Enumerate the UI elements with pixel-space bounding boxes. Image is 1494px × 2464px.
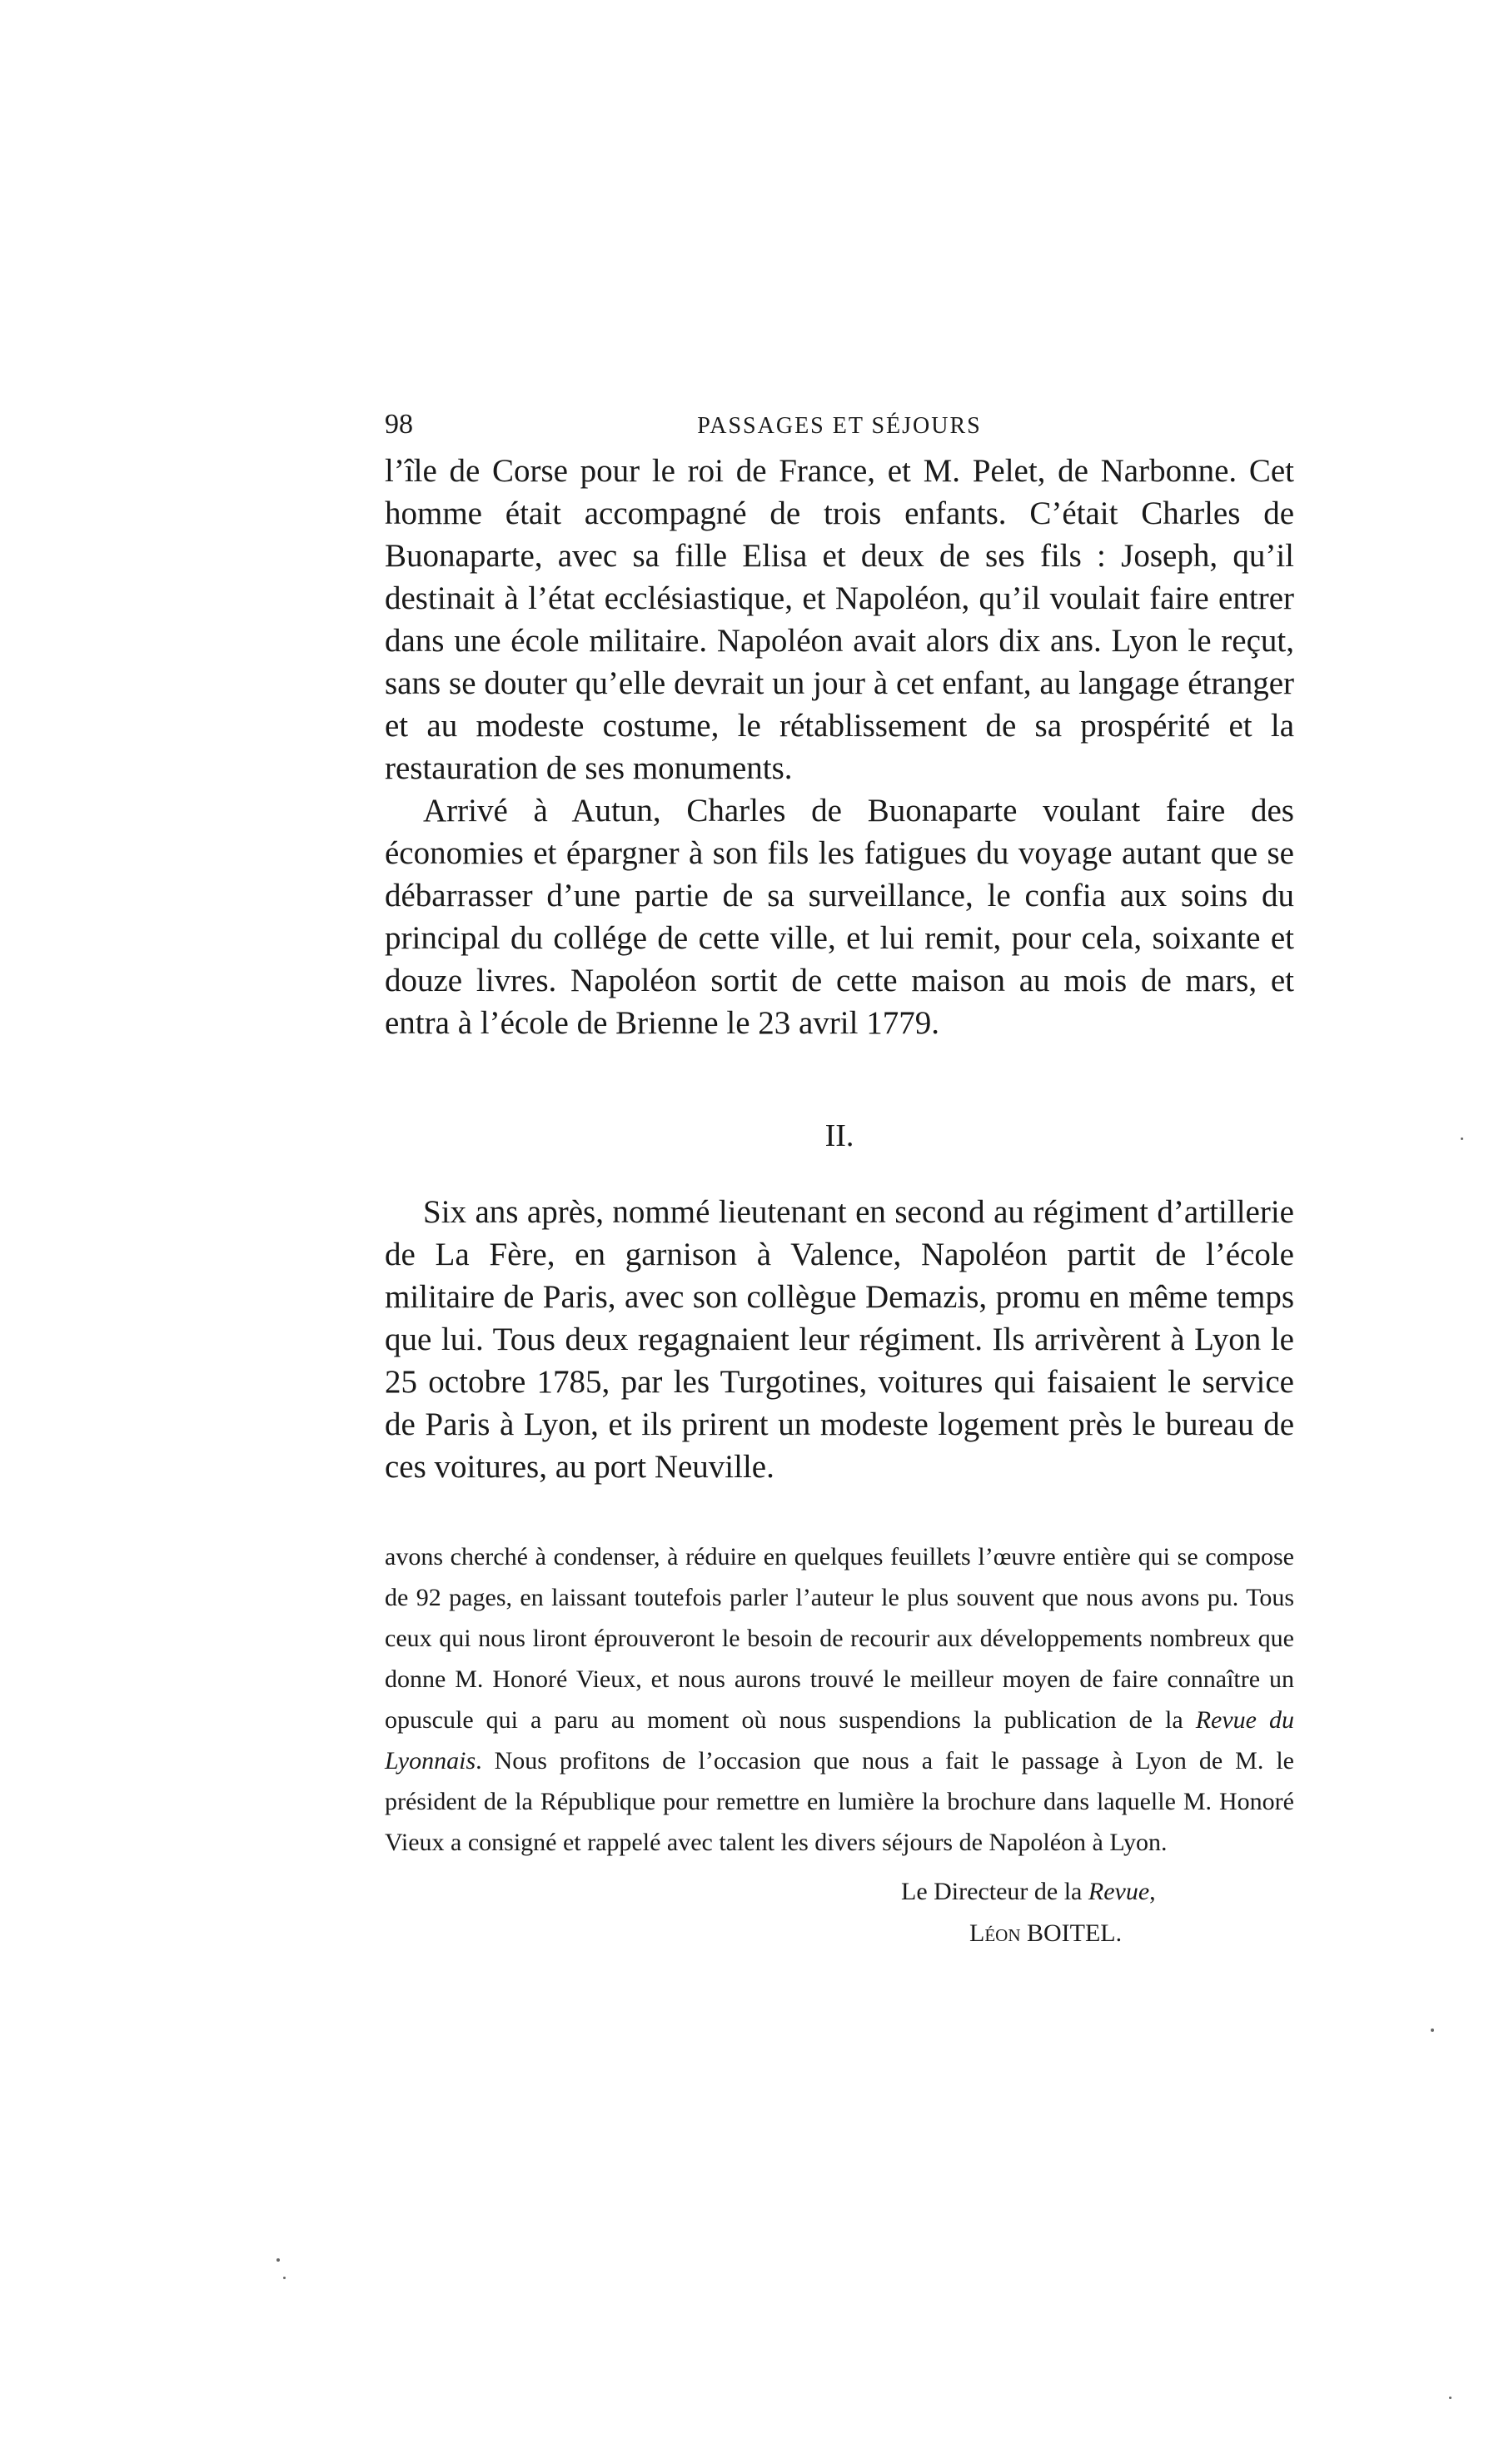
paragraph-1: l’île de Corse pour le roi de France, et M. Pelet, de Narbonne. Cet homme était accompagné de trois enfants. C’était Charles de Buonaparte, avec sa fille Elisa et deux de ses fils : Joseph, qu’il destinait à l’état ecclésiastique, et Napoléon, qu’il voulait faire entrer dans une école militaire. Napoléon avait alors dix ans. Lyon le reçut, sans se douter qu’elle devrait un jour à cet enfant, au langage étranger et au modeste costume, le rétablissement de sa prospérité et la restauration de ses monuments. [385, 453, 1294, 786]
signature-role-suffix: , [1149, 1878, 1156, 1905]
scan-speck [1449, 2397, 1452, 2399]
signature-role-prefix: Le Directeur de la [901, 1878, 1088, 1905]
scan-speck [276, 2258, 280, 2262]
running-title: PASSAGES ET SÉJOURS [697, 413, 982, 439]
signature-name [901, 1913, 1294, 1954]
scan-speck [1461, 1137, 1463, 1140]
scan-speck [1431, 2028, 1434, 2032]
book-page [385, 406, 1294, 1954]
footnote [385, 1536, 1294, 1954]
page-number: 98 [385, 409, 413, 440]
section-heading: II. [824, 1118, 854, 1153]
paragraph-2: Arrivé à Autun, Charles de Buonaparte voulant faire des économies et épargner à son fils les fatigues du voyage autant que se débarrasser d’une partie de sa surveillance, le confia aux soins du principal du collége de cette ville, et lui remit, pour cela, soixante et douze livres. Napoléon sortit de cette maison au mois de mars, et entra à l’école de Brienne le 23 avril 1779. [385, 793, 1294, 1041]
footnote-text [385, 1536, 1294, 1863]
footnote-italic-title: Revue du Lyonnais [385, 1706, 1294, 1775]
signature-role-italic: Revue [1088, 1878, 1150, 1905]
paragraph-3: Six ans après, nommé lieutenant en second au régiment d’artillerie de La Fère, en garnison à Valence, Napoléon partit de l’école militaire de Paris, avec son collègue Demazis, promu en même temps que lui. Tous deux regagnaient leur régiment. Ils arrivèrent à Lyon le 25 octobre 1785, par les Turgotines, voitures qui faisaient le service de Paris à Lyon, et ils prirent un modeste logement près le bureau de ces voitures, au port Neuville. [385, 1194, 1294, 1485]
footnote-text-part1: avons cherché à condenser, à réduire en quelques feuillets l’œuvre entière qui se compose de 92 pages, en laissant toutefois parler l’auteur le plus souvent que nous avons pu. Tous ceux qui nous liront éprouveront le besoin de recourir aux développements nombreux que donne M. Honoré Vieux, et nous aurons trouvé le meilleur moyen de faire connaître un opuscule qui a paru au moment où nous suspendions la publication de la [385, 1543, 1294, 1734]
signature-role [901, 1871, 1294, 1913]
footnote-text-part2: . Nous profitons de l’occasion que nous a fait le passage à Lyon de M. le président de la République pour remettre en lumière la brochure dans laquelle M. Honoré Vieux a consigné et rappelé avec talent les divers séjours de Napoléon à Lyon. [385, 1747, 1294, 1856]
signature [901, 1871, 1294, 1954]
running-head [385, 406, 1294, 443]
signature-name-text: Léon BOITEL. [969, 1919, 1123, 1947]
scan-speck [283, 2277, 286, 2279]
